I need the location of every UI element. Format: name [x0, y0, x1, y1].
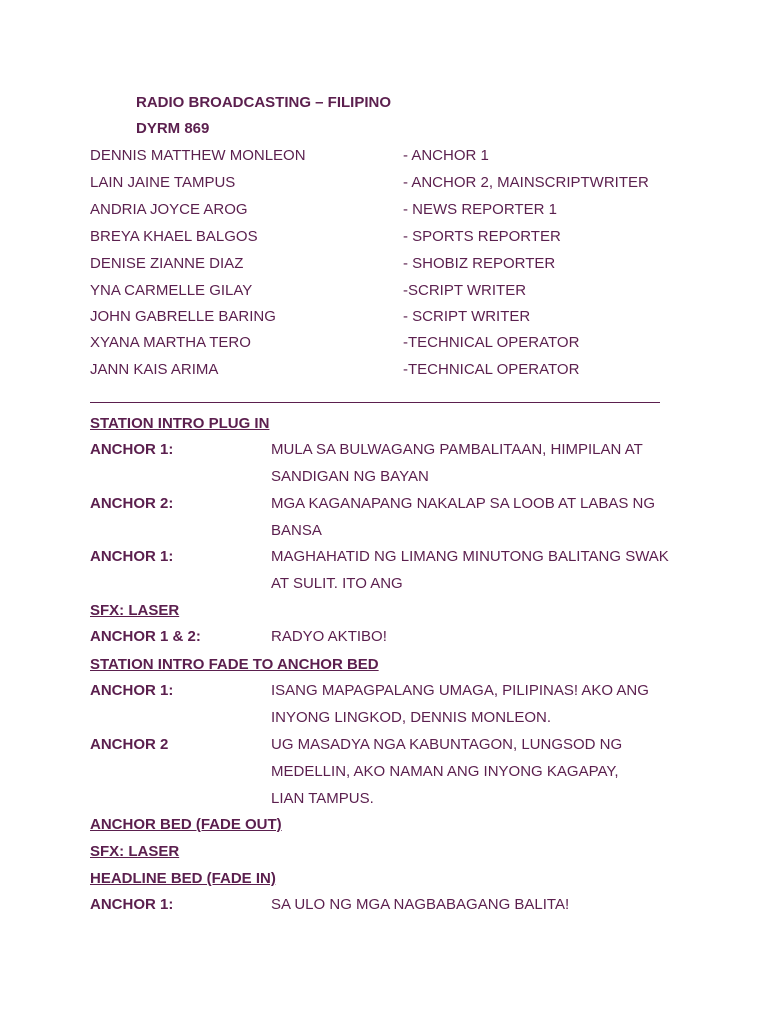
crew-role: -SCRIPT WRITER [403, 282, 527, 299]
crew-role: -TECHNICAL OPERATOR [403, 361, 580, 378]
document-title: RADIO BROADCASTING – FILIPINO [136, 94, 392, 111]
crew-role: - ANCHOR 1 [403, 147, 489, 164]
speech-text [271, 436, 681, 490]
speaker-label: ANCHOR 1: [90, 896, 174, 913]
speech-line: MEDELLIN, AKO NAMAN ANG INYONG KAGAPAY, [271, 763, 619, 780]
crew-name: BREYA KHAEL BALGOS [90, 228, 258, 245]
crew-role: - NEWS REPORTER 1 [403, 201, 557, 218]
crew-row [90, 255, 690, 275]
crew-row [90, 334, 690, 354]
speech-line: AT SULIT. ITO ANG [271, 575, 403, 592]
crew-name: DENNIS MATTHEW MONLEON [90, 147, 306, 164]
speaker-label: ANCHOR 1: [90, 548, 174, 565]
cue-fade-to-bed: STATION INTRO FADE TO ANCHOR BED [90, 656, 379, 673]
speech-line: MULA SA BULWAGANG PAMBALITAAN, HIMPILAN AT [271, 441, 643, 458]
crew-row [90, 201, 690, 221]
crew-name: YNA CARMELLE GILAY [90, 282, 253, 299]
crew-role: - ANCHOR 2, MAINSCRIPTWRITER [403, 174, 649, 191]
speech-line: MGA KAGANAPANG NAKALAP SA LOOB AT LABAS NG [271, 495, 656, 512]
cue-bed-fade-out: ANCHOR BED (FADE OUT) [90, 816, 282, 833]
crew-row [90, 228, 690, 248]
station-id: DYRM 869 [136, 120, 210, 137]
crew-name: ANDRIA JOYCE AROG [90, 201, 248, 218]
cue-station-intro: STATION INTRO PLUG IN [90, 415, 270, 432]
crew-name: LAIN JAINE TAMPUS [90, 174, 236, 191]
speaker-label: ANCHOR 2 [90, 736, 169, 753]
speech-line: INYONG LINGKOD, DENNIS MONLEON. [271, 709, 552, 726]
speech-text [271, 677, 681, 731]
crew-name: JANN KAIS ARIMA [90, 361, 219, 378]
speaker-label: ANCHOR 1: [90, 441, 174, 458]
crew-row [90, 147, 690, 167]
speech-line: UG MASADYA NGA KABUNTAGON, LUNGSOD NG [271, 736, 623, 753]
crew-name: DENISE ZIANNE DIAZ [90, 255, 244, 272]
speech-line: SANDIGAN NG BAYAN [271, 468, 429, 485]
speaker-label: ANCHOR 1: [90, 682, 174, 699]
crew-role: - SHOBIZ REPORTER [403, 255, 556, 272]
crew-row [90, 282, 690, 302]
crew-role: - SCRIPT WRITER [403, 308, 531, 325]
speech-line: SA ULO NG MGA NAGBABAGANG BALITA! [271, 896, 570, 913]
crew-row [90, 174, 690, 194]
speaker-label: ANCHOR 2: [90, 495, 174, 512]
speech-line: BANSA [271, 522, 322, 539]
speech-text [271, 623, 681, 650]
speech-text [271, 731, 681, 812]
crew-row [90, 308, 690, 328]
speech-line: MAGHAHATID NG LIMANG MINUTONG BALITANG SWAK [271, 548, 669, 565]
speaker-label: ANCHOR 1 & 2: [90, 628, 201, 645]
speech-text [271, 543, 681, 597]
speech-line: RADYO AKTIBO! [271, 628, 387, 645]
crew-row [90, 361, 690, 381]
cue-headline-bed: HEADLINE BED (FADE IN) [90, 870, 276, 887]
cue-sfx-laser: SFX: LASER [90, 602, 180, 619]
cue-sfx-laser: SFX: LASER [90, 843, 180, 860]
speech-text [271, 490, 681, 544]
speech-line: ISANG MAPAGPALANG UMAGA, PILIPINAS! AKO ANG [271, 682, 649, 699]
crew-role: -TECHNICAL OPERATOR [403, 334, 580, 351]
crew-name: XYANA MARTHA TERO [90, 334, 251, 351]
crew-role: - SPORTS REPORTER [403, 228, 561, 245]
crew-name: JOHN GABRELLE BARING [90, 308, 276, 325]
speech-text [271, 891, 681, 918]
section-divider [90, 402, 660, 403]
speech-line: LIAN TAMPUS. [271, 790, 374, 807]
